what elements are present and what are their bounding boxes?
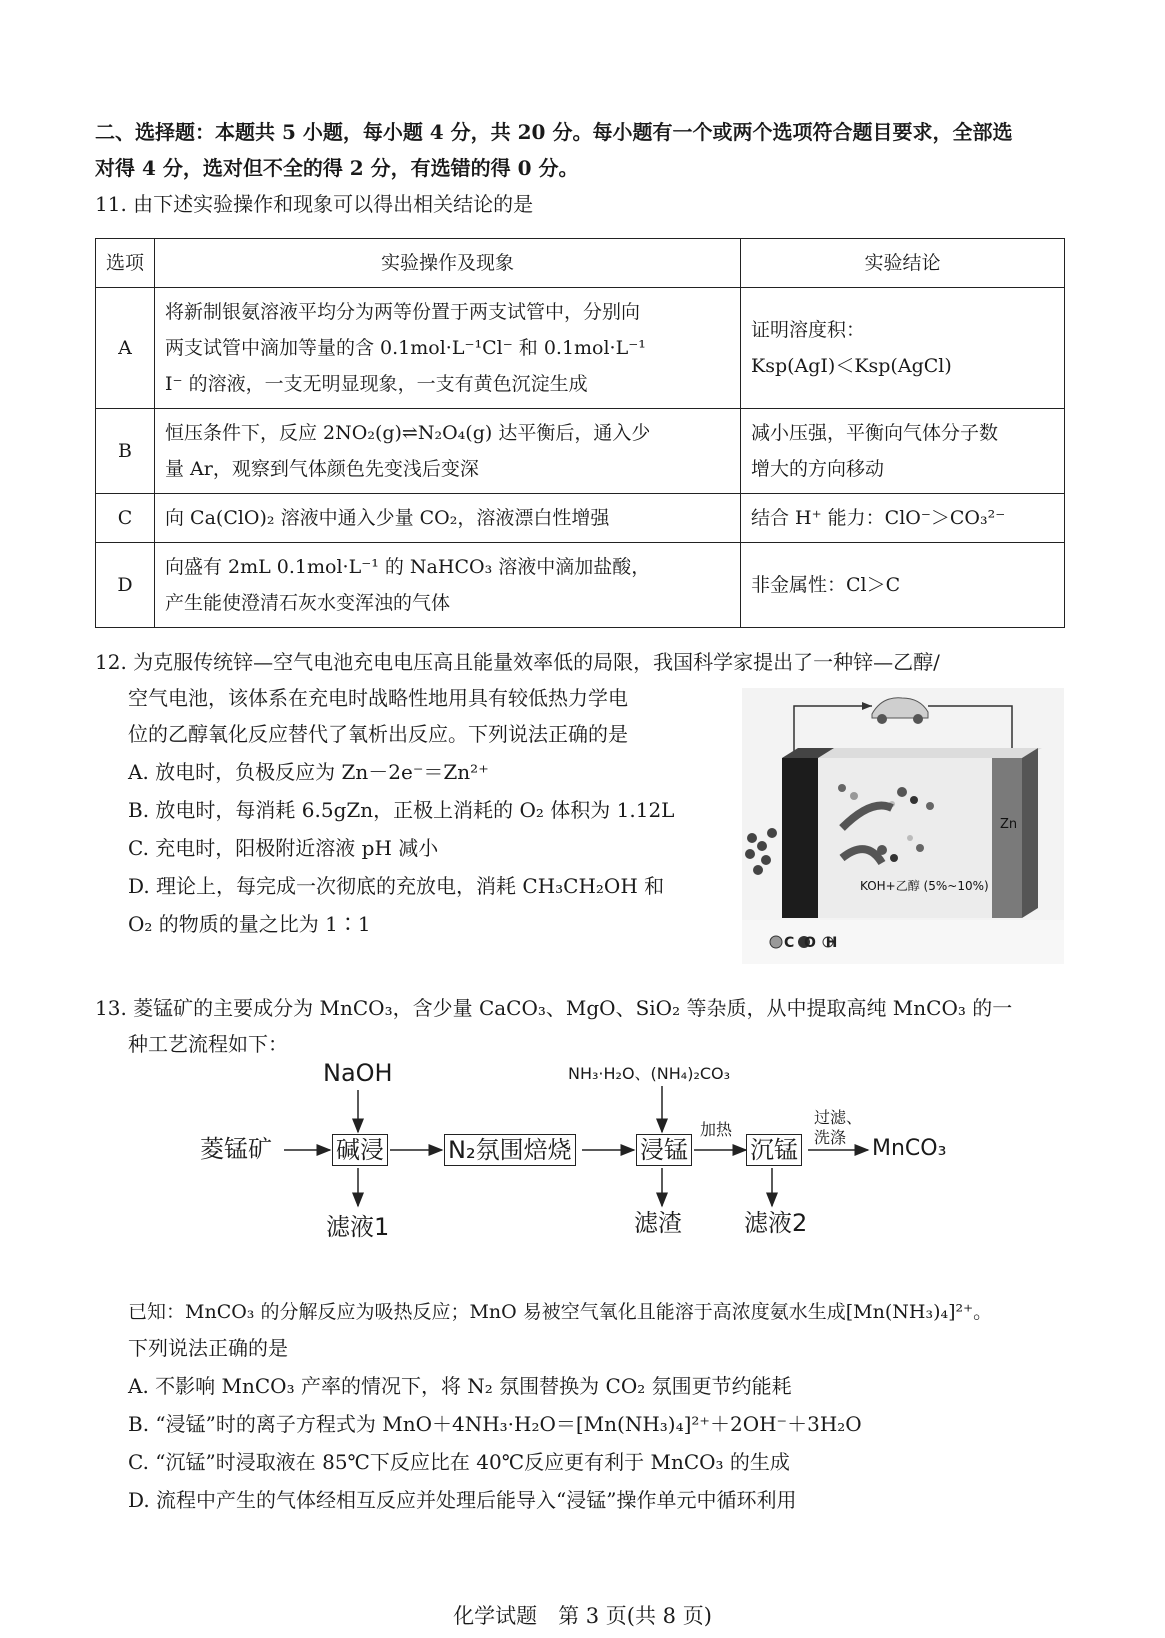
q13-option-a: A. 不影响 MnCO₃ 产率的情况下，将 N₂ 氛围替换为 CO₂ 氛围更节约能耗 bbox=[128, 1374, 792, 1398]
row-option: C bbox=[96, 494, 155, 543]
q11-stem: 11. 由下述实验操作和现象可以得出相关结论的是 bbox=[95, 192, 534, 216]
row-option: B bbox=[96, 409, 155, 494]
op-line: 向 Ca(ClO)₂ 溶液中通入少量 CO₂，溶液漂白性增强 bbox=[165, 507, 610, 529]
section-title-line1: 二、选择题：本题共 5 小题，每小题 4 分，共 20 分。每小题有一个或两个选项符合题目要求，全部选 bbox=[95, 120, 1013, 144]
naoh-label: NaOH bbox=[323, 1059, 393, 1087]
zn-label: Zn bbox=[1000, 817, 1018, 832]
flow-arrows bbox=[200, 1060, 1000, 1280]
q13-stem-line1: 13. 菱锰矿的主要成分为 MnCO₃，含少量 CaCO₃、MgO、SiO₂ 等杂质，从中提取高纯 MnCO₃ 的一 bbox=[95, 996, 1013, 1020]
q12-stem-line3: 位的乙醇氧化反应替代了氧析出反应。下列说法正确的是 bbox=[128, 722, 628, 746]
reagents-label: NH₃·H₂O、(NH₄)₂CO₃ bbox=[568, 1064, 731, 1083]
roast-box: N₂氛围焙烧 bbox=[444, 1134, 576, 1166]
q12-option-c: C. 充电时，阳极附近溶液 pH 减小 bbox=[128, 836, 439, 860]
row-operation bbox=[155, 288, 741, 409]
row-operation bbox=[155, 409, 741, 494]
electrolyte-label: KOH+乙醇 (5%~10%) bbox=[860, 879, 989, 893]
table-row bbox=[96, 288, 1065, 409]
row-operation bbox=[155, 543, 741, 628]
filter-label-2: 洗涤 bbox=[814, 1128, 847, 1147]
q13-stem-line2: 种工艺流程如下： bbox=[128, 1032, 288, 1056]
table-row bbox=[96, 409, 1065, 494]
q12-stem-line1: 12. 为克服传统锌—空气电池充电电压高且能量效率低的局限，我国科学家提出了一种锌—乙醇/ bbox=[95, 650, 940, 674]
op-line: 两支试管中滴加等量的含 0.1mol·L⁻¹Cl⁻ 和 0.1mol·L⁻¹ bbox=[165, 337, 646, 359]
header-conclusion: 实验结论 bbox=[741, 239, 1065, 288]
mn-precipitate-box: 沉锰 bbox=[746, 1134, 802, 1166]
op-line: 恒压条件下，反应 2NO₂(g)⇌N₂O₄(g) 达平衡后，通入少 bbox=[165, 422, 651, 444]
q13-option-d: D. 流程中产生的气体经相互反应并处理后能导入“浸锰”操作单元中循环利用 bbox=[128, 1488, 797, 1512]
row-operation bbox=[155, 494, 741, 543]
alkali-leach-box: 碱浸 bbox=[332, 1134, 388, 1166]
q13-option-b: B. “浸锰”时的离子方程式为 MnO＋4NH₃·H₂O＝[Mn(NH₃)₄]²⁺＋2OH⁻＋3H₂O bbox=[128, 1412, 862, 1436]
op-line: 量 Ar，观察到气体颜色先变浅后变深 bbox=[165, 458, 479, 480]
row-option: A bbox=[96, 288, 155, 409]
product-label: MnCO₃ bbox=[872, 1136, 947, 1161]
op-line: 产生能使澄清石灰水变浑浊的气体 bbox=[165, 592, 451, 614]
row-conclusion bbox=[741, 409, 1065, 494]
conc-line: 非金属性：Cl＞C bbox=[751, 574, 901, 596]
conc-line: 减小压强，平衡向气体分子数 bbox=[751, 422, 999, 444]
page-footer: 化学试题 第 3 页(共 8 页) bbox=[453, 1604, 712, 1628]
table-row bbox=[96, 494, 1065, 543]
row-conclusion bbox=[741, 288, 1065, 409]
op-line: 将新制银氨溶液平均分为两等份置于两支试管中，分别向 bbox=[165, 301, 641, 323]
filtrate1-label: 滤液1 bbox=[326, 1213, 390, 1241]
row-option: D bbox=[96, 543, 155, 628]
q12-option-d-line1: D. 理论上，每完成一次彻底的充放电，消耗 CH₃CH₂OH 和 bbox=[128, 874, 665, 898]
table-row bbox=[96, 543, 1065, 628]
op-line: 向盛有 2mL 0.1mol·L⁻¹ 的 NaHCO₃ 溶液中滴加盐酸， bbox=[165, 556, 651, 578]
carbon-legend-icon bbox=[770, 936, 782, 948]
heat-label: 加热 bbox=[700, 1120, 733, 1139]
residue-label: 滤渣 bbox=[634, 1209, 682, 1237]
table-header-row bbox=[96, 239, 1065, 288]
op-line: I⁻ 的溶液，一支无明显现象，一支有黄色沉淀生成 bbox=[165, 373, 588, 395]
row-conclusion bbox=[741, 543, 1065, 628]
q12-option-a: A. 放电时，负极反应为 Zn－2e⁻＝Zn²⁺ bbox=[128, 760, 489, 784]
q12-stem-line2: 空气电池，该体系在充电时战略性地用具有较低热力学电 bbox=[128, 686, 628, 710]
conc-line: 证明溶度积： bbox=[751, 319, 866, 341]
q12-option-d-line2: O₂ 的物质的量之比为 1∶1 bbox=[128, 912, 371, 936]
zinc-electrode bbox=[992, 748, 1038, 918]
q13-option-c: C. “沉锰”时浸取液在 85℃下反应比在 40℃反应更有利于 MnCO₃ 的生成 bbox=[128, 1450, 790, 1474]
battery-figure bbox=[742, 688, 1064, 964]
q13-known-line2: 下列说法正确的是 bbox=[128, 1336, 288, 1360]
mn-leach-box: 浸锰 bbox=[636, 1134, 692, 1166]
conc-line: 增大的方向移动 bbox=[751, 458, 885, 480]
row-conclusion bbox=[741, 494, 1065, 543]
section-title-line2: 对得 4 分，选对但不全的得 2 分，有选错的得 0 分。 bbox=[95, 156, 579, 180]
q13-known-line1: 已知：MnCO₃ 的分解反应为吸热反应；MnO 易被空气氧化且能溶于高浓度氨水生成[Mn(NH₃)₄]²⁺。 bbox=[128, 1301, 993, 1323]
filtrate2-label: 滤液2 bbox=[744, 1209, 808, 1237]
header-option: 选项 bbox=[96, 239, 155, 288]
process-flowchart bbox=[200, 1060, 1000, 1280]
car-icon bbox=[872, 698, 928, 724]
q12-option-b: B. 放电时，每消耗 6.5gZn，正极上消耗的 O₂ 体积为 1.12L bbox=[128, 798, 675, 822]
q11-table bbox=[95, 238, 1065, 628]
ore-label: 菱锰矿 bbox=[200, 1135, 272, 1163]
header-operation: 实验操作及现象 bbox=[155, 239, 741, 288]
legend-label: C O H bbox=[784, 935, 838, 951]
conc-line: 结合 H⁺ 能力：ClO⁻＞CO₃²⁻ bbox=[751, 507, 1006, 529]
filter-label-1: 过滤、 bbox=[814, 1108, 863, 1127]
conc-line: Ksp(AgI)＜Ksp(AgCl) bbox=[751, 355, 952, 377]
battery-diagram bbox=[742, 688, 1064, 964]
